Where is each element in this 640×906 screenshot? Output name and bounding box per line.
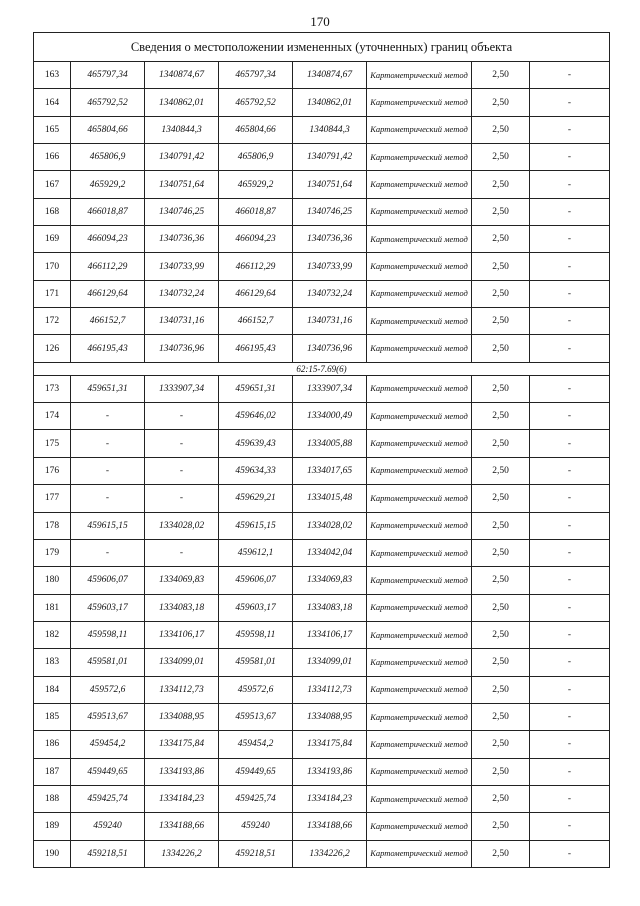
section-row <box>34 362 610 375</box>
method-cell: Картометрический метод <box>367 621 472 648</box>
table-row <box>34 594 610 621</box>
description-cell: - <box>530 785 610 812</box>
point-number-cell: 163 <box>34 62 71 89</box>
updated-y-cell: 1340862,01 <box>293 89 367 116</box>
existing-x-cell: 459581,01 <box>71 649 145 676</box>
existing-x-cell: 459606,07 <box>71 567 145 594</box>
existing-x-cell: 465804,66 <box>71 116 145 143</box>
description-cell: - <box>530 840 610 867</box>
method-cell: Картометрический метод <box>367 785 472 812</box>
updated-x-cell: 459449,65 <box>219 758 293 785</box>
method-cell: Картометрический метод <box>367 226 472 253</box>
accuracy-cell: 2,50 <box>472 703 530 730</box>
method-cell: Картометрический метод <box>367 89 472 116</box>
description-cell: - <box>530 731 610 758</box>
point-number-cell: 170 <box>34 253 71 280</box>
accuracy-cell: 2,50 <box>472 198 530 225</box>
existing-y-cell: 1334112,73 <box>145 676 219 703</box>
updated-y-cell: 1340736,96 <box>293 335 367 362</box>
description-cell: - <box>530 813 610 840</box>
existing-y-cell: 1334088,95 <box>145 703 219 730</box>
description-cell: - <box>530 171 610 198</box>
point-number-cell: 188 <box>34 785 71 812</box>
point-number-cell: 182 <box>34 621 71 648</box>
method-cell: Картометрический метод <box>367 198 472 225</box>
point-number-cell: 172 <box>34 308 71 335</box>
method-cell: Картометрический метод <box>367 539 472 566</box>
updated-y-cell: 1334088,95 <box>293 703 367 730</box>
table-row <box>34 512 610 539</box>
accuracy-cell: 2,50 <box>472 539 530 566</box>
accuracy-cell: 2,50 <box>472 375 530 402</box>
existing-x-cell: 466094,23 <box>71 226 145 253</box>
coordinates-table <box>33 32 610 868</box>
table-title: Сведения о местоположении измененных (уточненных) границ объекта <box>34 33 610 62</box>
existing-x-cell: - <box>71 539 145 566</box>
existing-y-cell: 1334226,2 <box>145 840 219 867</box>
table-row <box>34 253 610 280</box>
accuracy-cell: 2,50 <box>472 485 530 512</box>
updated-y-cell: 1340746,25 <box>293 198 367 225</box>
existing-y-cell: - <box>145 457 219 484</box>
description-cell: - <box>530 280 610 307</box>
existing-x-cell: 459615,15 <box>71 512 145 539</box>
updated-y-cell: 1333907,34 <box>293 375 367 402</box>
updated-x-cell: 459218,51 <box>219 840 293 867</box>
point-number-cell: 175 <box>34 430 71 457</box>
updated-y-cell: 1340791,42 <box>293 144 367 171</box>
table-row <box>34 116 610 143</box>
method-cell: Картометрический метод <box>367 485 472 512</box>
description-cell: - <box>530 539 610 566</box>
existing-y-cell: 1340736,96 <box>145 335 219 362</box>
description-cell: - <box>530 430 610 457</box>
point-number-cell: 167 <box>34 171 71 198</box>
updated-x-cell: 459513,67 <box>219 703 293 730</box>
existing-x-cell: 465806,9 <box>71 144 145 171</box>
point-number-cell: 181 <box>34 594 71 621</box>
updated-y-cell: 1340844,3 <box>293 116 367 143</box>
point-number-cell: 176 <box>34 457 71 484</box>
updated-x-cell: 459646,02 <box>219 403 293 430</box>
description-cell: - <box>530 198 610 225</box>
updated-x-cell: 465804,66 <box>219 116 293 143</box>
existing-x-cell: - <box>71 430 145 457</box>
point-number-cell: 171 <box>34 280 71 307</box>
updated-y-cell: 1340751,64 <box>293 171 367 198</box>
table-title-row <box>34 33 610 62</box>
updated-y-cell: 1334106,17 <box>293 621 367 648</box>
updated-y-cell: 1340736,36 <box>293 226 367 253</box>
section-label: 62:15-7.69(6) <box>34 362 610 375</box>
existing-y-cell: 1334193,86 <box>145 758 219 785</box>
method-cell: Картометрический метод <box>367 280 472 307</box>
accuracy-cell: 2,50 <box>472 89 530 116</box>
updated-y-cell: 1334000,49 <box>293 403 367 430</box>
description-cell: - <box>530 375 610 402</box>
accuracy-cell: 2,50 <box>472 813 530 840</box>
table-row <box>34 840 610 867</box>
updated-y-cell: 1334005,88 <box>293 430 367 457</box>
existing-y-cell: 1340791,42 <box>145 144 219 171</box>
point-number-cell: 178 <box>34 512 71 539</box>
updated-x-cell: 459603,17 <box>219 594 293 621</box>
accuracy-cell: 2,50 <box>472 253 530 280</box>
accuracy-cell: 2,50 <box>472 512 530 539</box>
accuracy-cell: 2,50 <box>472 171 530 198</box>
accuracy-cell: 2,50 <box>472 62 530 89</box>
description-cell: - <box>530 457 610 484</box>
accuracy-cell: 2,50 <box>472 457 530 484</box>
description-cell: - <box>530 649 610 676</box>
existing-y-cell: 1334175,84 <box>145 731 219 758</box>
method-cell: Картометрический метод <box>367 758 472 785</box>
updated-y-cell: 1334099,01 <box>293 649 367 676</box>
table-row <box>34 171 610 198</box>
updated-y-cell: 1340874,67 <box>293 62 367 89</box>
updated-x-cell: 459612,1 <box>219 539 293 566</box>
existing-x-cell: 459240 <box>71 813 145 840</box>
description-cell: - <box>530 253 610 280</box>
updated-x-cell: 465929,2 <box>219 171 293 198</box>
updated-x-cell: 459572,6 <box>219 676 293 703</box>
point-number-cell: 189 <box>34 813 71 840</box>
existing-y-cell: 1334106,17 <box>145 621 219 648</box>
updated-x-cell: 466152,7 <box>219 308 293 335</box>
updated-x-cell: 459639,43 <box>219 430 293 457</box>
table-row <box>34 676 610 703</box>
existing-x-cell: - <box>71 485 145 512</box>
updated-x-cell: 459615,15 <box>219 512 293 539</box>
point-number-cell: 179 <box>34 539 71 566</box>
accuracy-cell: 2,50 <box>472 430 530 457</box>
existing-x-cell: 459572,6 <box>71 676 145 703</box>
description-cell: - <box>530 403 610 430</box>
point-number-cell: 126 <box>34 335 71 362</box>
point-number-cell: 174 <box>34 403 71 430</box>
point-number-cell: 183 <box>34 649 71 676</box>
existing-y-cell: 1334184,23 <box>145 785 219 812</box>
table-row <box>34 485 610 512</box>
updated-x-cell: 466195,43 <box>219 335 293 362</box>
table-row <box>34 62 610 89</box>
accuracy-cell: 2,50 <box>472 567 530 594</box>
method-cell: Картометрический метод <box>367 430 472 457</box>
point-number-cell: 185 <box>34 703 71 730</box>
description-cell: - <box>530 594 610 621</box>
updated-y-cell: 1334028,02 <box>293 512 367 539</box>
table-row <box>34 621 610 648</box>
updated-y-cell: 1334175,84 <box>293 731 367 758</box>
method-cell: Картометрический метод <box>367 703 472 730</box>
table-row <box>34 375 610 402</box>
table-row <box>34 308 610 335</box>
updated-y-cell: 1334112,73 <box>293 676 367 703</box>
existing-y-cell: 1340736,36 <box>145 226 219 253</box>
method-cell: Картометрический метод <box>367 116 472 143</box>
updated-x-cell: 459240 <box>219 813 293 840</box>
updated-x-cell: 466112,29 <box>219 253 293 280</box>
table-row <box>34 567 610 594</box>
existing-y-cell: 1340731,16 <box>145 308 219 335</box>
updated-y-cell: 1334017,65 <box>293 457 367 484</box>
existing-x-cell: - <box>71 457 145 484</box>
table-row <box>34 280 610 307</box>
description-cell: - <box>530 512 610 539</box>
description-cell: - <box>530 308 610 335</box>
accuracy-cell: 2,50 <box>472 594 530 621</box>
method-cell: Картометрический метод <box>367 676 472 703</box>
table-row <box>34 335 610 362</box>
description-cell: - <box>530 89 610 116</box>
existing-x-cell: 465929,2 <box>71 171 145 198</box>
updated-y-cell: 1334184,23 <box>293 785 367 812</box>
table-row <box>34 457 610 484</box>
description-cell: - <box>530 676 610 703</box>
description-cell: - <box>530 621 610 648</box>
updated-x-cell: 465806,9 <box>219 144 293 171</box>
existing-x-cell: 459425,74 <box>71 785 145 812</box>
updated-y-cell: 1334069,83 <box>293 567 367 594</box>
updated-x-cell: 459454,2 <box>219 731 293 758</box>
accuracy-cell: 2,50 <box>472 335 530 362</box>
page-number: 170 <box>310 14 330 29</box>
existing-x-cell: 466129,64 <box>71 280 145 307</box>
existing-y-cell: 1334188,66 <box>145 813 219 840</box>
updated-x-cell: 459634,33 <box>219 457 293 484</box>
accuracy-cell: 2,50 <box>472 144 530 171</box>
point-number-cell: 173 <box>34 375 71 402</box>
updated-y-cell: 1334226,2 <box>293 840 367 867</box>
existing-y-cell: 1334069,83 <box>145 567 219 594</box>
point-number-cell: 165 <box>34 116 71 143</box>
accuracy-cell: 2,50 <box>472 403 530 430</box>
point-number-cell: 187 <box>34 758 71 785</box>
table-row <box>34 703 610 730</box>
existing-x-cell: 465792,52 <box>71 89 145 116</box>
updated-x-cell: 465792,52 <box>219 89 293 116</box>
existing-x-cell: 459513,67 <box>71 703 145 730</box>
updated-y-cell: 1334193,86 <box>293 758 367 785</box>
accuracy-cell: 2,50 <box>472 731 530 758</box>
method-cell: Картометрический метод <box>367 649 472 676</box>
updated-y-cell: 1334042,04 <box>293 539 367 566</box>
description-cell: - <box>530 758 610 785</box>
description-cell: - <box>530 485 610 512</box>
table-row <box>34 430 610 457</box>
existing-x-cell: 465797,34 <box>71 62 145 89</box>
table-row <box>34 144 610 171</box>
table-row <box>34 226 610 253</box>
point-number-cell: 180 <box>34 567 71 594</box>
updated-x-cell: 459581,01 <box>219 649 293 676</box>
table-row <box>34 649 610 676</box>
updated-x-cell: 459425,74 <box>219 785 293 812</box>
accuracy-cell: 2,50 <box>472 116 530 143</box>
table-row <box>34 403 610 430</box>
description-cell: - <box>530 226 610 253</box>
accuracy-cell: 2,50 <box>472 649 530 676</box>
accuracy-cell: 2,50 <box>472 758 530 785</box>
table-row <box>34 539 610 566</box>
updated-y-cell: 1334015,48 <box>293 485 367 512</box>
existing-y-cell: 1340733,99 <box>145 253 219 280</box>
existing-x-cell: 466152,7 <box>71 308 145 335</box>
description-cell: - <box>530 335 610 362</box>
method-cell: Картометрический метод <box>367 457 472 484</box>
existing-y-cell: 1334028,02 <box>145 512 219 539</box>
method-cell: Картометрический метод <box>367 403 472 430</box>
description-cell: - <box>530 703 610 730</box>
point-number-cell: 190 <box>34 840 71 867</box>
existing-y-cell: 1340862,01 <box>145 89 219 116</box>
updated-y-cell: 1340733,99 <box>293 253 367 280</box>
method-cell: Картометрический метод <box>367 567 472 594</box>
point-number-cell: 169 <box>34 226 71 253</box>
accuracy-cell: 2,50 <box>472 621 530 648</box>
table-row <box>34 731 610 758</box>
method-cell: Картометрический метод <box>367 840 472 867</box>
existing-x-cell: 466112,29 <box>71 253 145 280</box>
method-cell: Картометрический метод <box>367 144 472 171</box>
point-number-cell: 186 <box>34 731 71 758</box>
existing-x-cell: 466195,43 <box>71 335 145 362</box>
updated-y-cell: 1334188,66 <box>293 813 367 840</box>
table-row <box>34 813 610 840</box>
point-number-cell: 184 <box>34 676 71 703</box>
method-cell: Картометрический метод <box>367 62 472 89</box>
table-row <box>34 89 610 116</box>
existing-y-cell: - <box>145 403 219 430</box>
updated-x-cell: 466094,23 <box>219 226 293 253</box>
existing-y-cell: - <box>145 539 219 566</box>
existing-x-cell: 459598,11 <box>71 621 145 648</box>
existing-x-cell: 459218,51 <box>71 840 145 867</box>
updated-y-cell: 1334083,18 <box>293 594 367 621</box>
method-cell: Картометрический метод <box>367 308 472 335</box>
accuracy-cell: 2,50 <box>472 840 530 867</box>
existing-y-cell: 1340874,67 <box>145 62 219 89</box>
method-cell: Картометрический метод <box>367 375 472 402</box>
method-cell: Картометрический метод <box>367 594 472 621</box>
existing-x-cell: - <box>71 403 145 430</box>
table-row <box>34 758 610 785</box>
method-cell: Картометрический метод <box>367 335 472 362</box>
description-cell: - <box>530 567 610 594</box>
table-row <box>34 198 610 225</box>
method-cell: Картометрический метод <box>367 253 472 280</box>
accuracy-cell: 2,50 <box>472 308 530 335</box>
updated-y-cell: 1340731,16 <box>293 308 367 335</box>
method-cell: Картометрический метод <box>367 813 472 840</box>
table-body <box>34 33 610 868</box>
accuracy-cell: 2,50 <box>472 280 530 307</box>
updated-y-cell: 1340732,24 <box>293 280 367 307</box>
existing-x-cell: 459454,2 <box>71 731 145 758</box>
updated-x-cell: 465797,34 <box>219 62 293 89</box>
point-number-cell: 168 <box>34 198 71 225</box>
existing-y-cell: 1340751,64 <box>145 171 219 198</box>
method-cell: Картометрический метод <box>367 731 472 758</box>
description-cell: - <box>530 116 610 143</box>
updated-x-cell: 459598,11 <box>219 621 293 648</box>
existing-y-cell: 1334083,18 <box>145 594 219 621</box>
existing-y-cell: - <box>145 430 219 457</box>
description-cell: - <box>530 144 610 171</box>
accuracy-cell: 2,50 <box>472 676 530 703</box>
point-number-cell: 166 <box>34 144 71 171</box>
existing-y-cell: - <box>145 485 219 512</box>
accuracy-cell: 2,50 <box>472 785 530 812</box>
point-number-cell: 164 <box>34 89 71 116</box>
method-cell: Картометрический метод <box>367 171 472 198</box>
point-number-cell: 177 <box>34 485 71 512</box>
existing-y-cell: 1334099,01 <box>145 649 219 676</box>
description-cell: - <box>530 62 610 89</box>
updated-x-cell: 459629,21 <box>219 485 293 512</box>
existing-x-cell: 459651,31 <box>71 375 145 402</box>
existing-x-cell: 459603,17 <box>71 594 145 621</box>
updated-x-cell: 459606,07 <box>219 567 293 594</box>
existing-x-cell: 459449,65 <box>71 758 145 785</box>
updated-x-cell: 466018,87 <box>219 198 293 225</box>
accuracy-cell: 2,50 <box>472 226 530 253</box>
updated-x-cell: 466129,64 <box>219 280 293 307</box>
updated-x-cell: 459651,31 <box>219 375 293 402</box>
existing-y-cell: 1340732,24 <box>145 280 219 307</box>
existing-y-cell: 1340746,25 <box>145 198 219 225</box>
existing-x-cell: 466018,87 <box>71 198 145 225</box>
method-cell: Картометрический метод <box>367 512 472 539</box>
existing-y-cell: 1340844,3 <box>145 116 219 143</box>
table-row <box>34 785 610 812</box>
existing-y-cell: 1333907,34 <box>145 375 219 402</box>
